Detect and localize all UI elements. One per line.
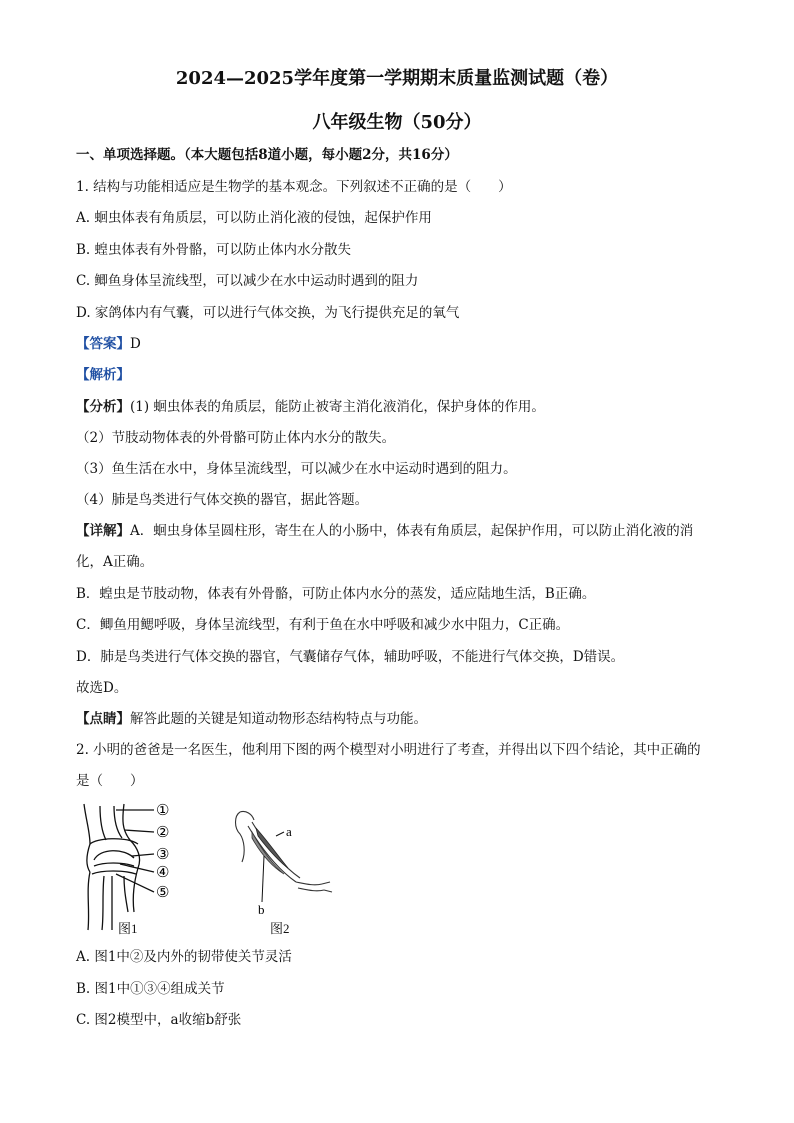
leader-a: [276, 832, 284, 836]
q1-xiangjie-d: D．肺是鸟类进行气体交换的器官，气囊储存气体，辅助呼吸，不能进行气体交换，D错误。: [76, 649, 625, 665]
page-subtitle: 八年级生物（50分）: [312, 112, 482, 133]
q1-fenxi-1: [76, 398, 545, 416]
answer-value: D: [130, 336, 141, 352]
answer-tag: 【答案】: [76, 336, 130, 352]
fig1-label-3: ③: [156, 847, 170, 863]
q1-xiangjie-c: C．鲫鱼用鳃呼吸，身体呈流线型，有利于鱼在水中呼吸和减少水中阻力，C正确。: [76, 617, 570, 633]
q1-dianjing: [76, 710, 427, 728]
leader-b: [262, 856, 264, 902]
fig1-caption: 图1: [118, 921, 138, 936]
q2-stem-line1: 2. 小明的爸爸是一名医生，他利用下图的两个模型对小明进行了考查，并得出以下四个结论，其中正确的: [76, 742, 701, 758]
q1-fenxi-4: （4）肺是鸟类进行气体交换的器官，据此答题。: [76, 492, 369, 508]
figure-1-joint-diagram: [76, 800, 186, 936]
q2-option-c: C. 图2模型中，a收缩b舒张: [76, 1012, 242, 1028]
q1-option-b: B. 蝗虫体表有外骨骼，可以防止体内水分散失: [76, 242, 352, 258]
q1-conclusion: 故选D。: [76, 680, 128, 696]
dianjing-text: 解答此题的关键是知道动物形态结构特点与功能。: [130, 711, 427, 727]
q1-option-d: D. 家鸽体内有气囊，可以进行气体交换，为飞行提供充足的氧气: [76, 305, 460, 321]
fenxi-tag: 【分析】: [76, 399, 130, 415]
xiangjie-text: A．蛔虫身体呈圆柱形，寄生在人的小肠中，体表有角质层，起保护作用，可以防止消化液的消: [130, 523, 694, 539]
figure-2-arm-model: [226, 806, 336, 918]
joint-drawing: [84, 804, 154, 930]
fig1-label-4: ④: [156, 865, 170, 881]
analysis-tag: 【解析】: [76, 367, 130, 383]
dianjing-tag: 【点睛】: [76, 711, 130, 727]
xiangjie-tag: 【详解】: [76, 523, 130, 539]
page-title: 2024—2025学年度第一学期期末质量监测试题（卷）: [175, 68, 619, 89]
fenxi-text: (1) 蛔虫体表的角质层，能防止被寄主消化液消化，保护身体的作用。: [130, 399, 545, 415]
q1-stem: 1. 结构与功能相适应是生物学的基本观念。下列叙述不正确的是（ ）: [76, 179, 512, 195]
fig2-caption: 图2: [270, 921, 290, 936]
q1-xiangjie-1: [76, 522, 693, 540]
fig1-label-1: ①: [156, 803, 170, 819]
q1-option-c: C. 鲫鱼身体呈流线型，可以减少在水中运动时遇到的阻力: [76, 273, 419, 289]
fig2-label-b: b: [258, 902, 265, 917]
section-heading: 一、单项选择题。（本大题包括8道小题，每小题2分，共16分）: [76, 147, 458, 163]
q2-option-a: A. 图1中②及内外的韧带使关节灵活: [76, 949, 292, 965]
q2-option-b: B. 图1中①③④组成关节: [76, 981, 225, 997]
q1-analysis-tag: [76, 366, 130, 384]
fig2-label-a: a: [286, 824, 292, 839]
q1-xiangjie-cont: 化，A正确。: [76, 554, 154, 570]
q1-fenxi-3: （3）鱼生活在水中，身体呈流线型，可以减少在水中运动时遇到的阻力。: [76, 461, 517, 477]
arm-drawing: [236, 811, 333, 892]
q1-xiangjie-b: B．蝗虫是节肢动物，体表有外骨骼，可防止体内水分的蒸发，适应陆地生活，B正确。: [76, 586, 596, 602]
q1-answer: [76, 335, 141, 353]
fig1-label-2: ②: [156, 825, 170, 841]
q1-option-a: A. 蛔虫体表有角质层，可以防止消化液的侵蚀，起保护作用: [76, 210, 432, 226]
q1-fenxi-2: （2）节肢动物体表的外骨骼可防止体内水分的散失。: [76, 430, 396, 446]
fig1-label-5: ⑤: [156, 885, 170, 901]
q2-stem-line2: 是（ ）: [76, 773, 144, 789]
